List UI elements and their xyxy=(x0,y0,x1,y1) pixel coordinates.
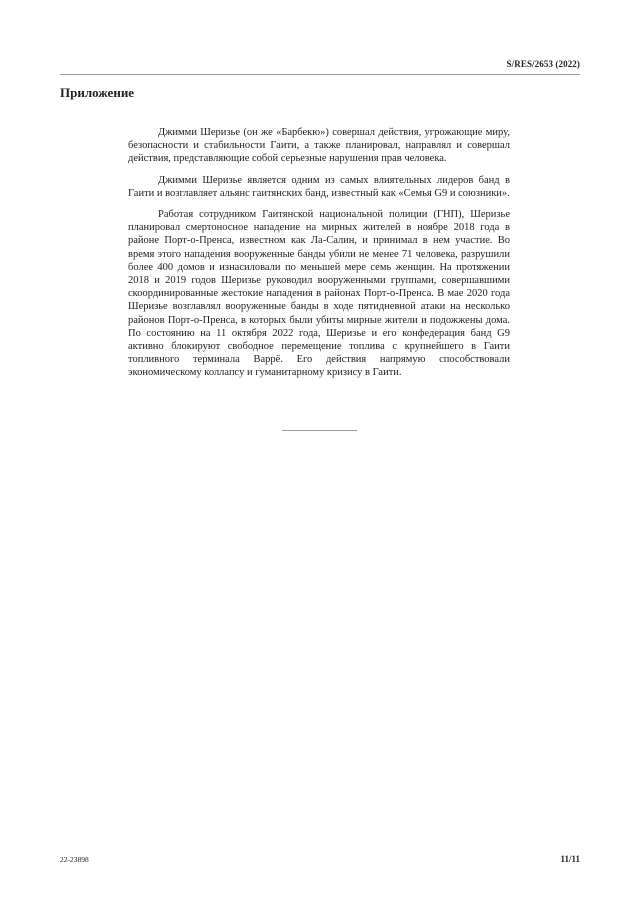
annex-body xyxy=(128,126,510,388)
annex-paragraph: Джимми Шеризье является одним из самых влиятельных лидеров банд в Гаити и возглавляет альянс гаитянских банд, известный как «Семья G9 и союзники». xyxy=(128,174,510,199)
document-symbol: S/RES/2653 (2022) xyxy=(506,59,580,69)
annex-paragraph: Работая сотрудником Гаитянской национальной полиции (ГНП), Шеризье планировал смертоносное нападение на мирных жителей в ноябре 2018 года в районе Порт-о-Пренса, известном как Ла-Салин, и принимал в нем участие. Во время этого нападения вооруженные банды убили не менее 71 человека, разрушили более 400 домов и изнасиловали по меньшей мере семь женщин. На протяжении 2018 и 2019 годов Шеризье руководил вооруженными группами, совершавшими скоординированные жестокие нападения в районах Порт-о-Пренса. В мае 2020 года Шеризье возглавлял вооруженные банды в ходе пятидневной атаки на несколько районов Порт-о-Пренса, в которых были убиты мирные жители и подожжены дома. По состоянию на 11 октября 2022 года, Шеризье и его конфедерация банд G9 активно блокируют свободное перемещение топлива с крупнейшего в Гаити топливного терминала Варрё. Его действия напрямую способствовали экономическому коллапсу и гуманитарному кризису в Гаити. xyxy=(128,209,510,379)
annex-title: Приложение xyxy=(60,85,135,100)
document-code: 22-23898 xyxy=(60,855,89,864)
page-number: 11/11 xyxy=(560,854,580,864)
header-divider xyxy=(60,74,580,75)
annex-paragraph: Джимми Шеризье (он же «Барбекю») совершал действия, угрожающие миру, безопасности и стабильности Гаити, а также планировал, направлял и совершал действия, представляющие собой серьезные нарушения прав человека. xyxy=(128,127,510,165)
end-of-document-divider xyxy=(282,430,357,431)
